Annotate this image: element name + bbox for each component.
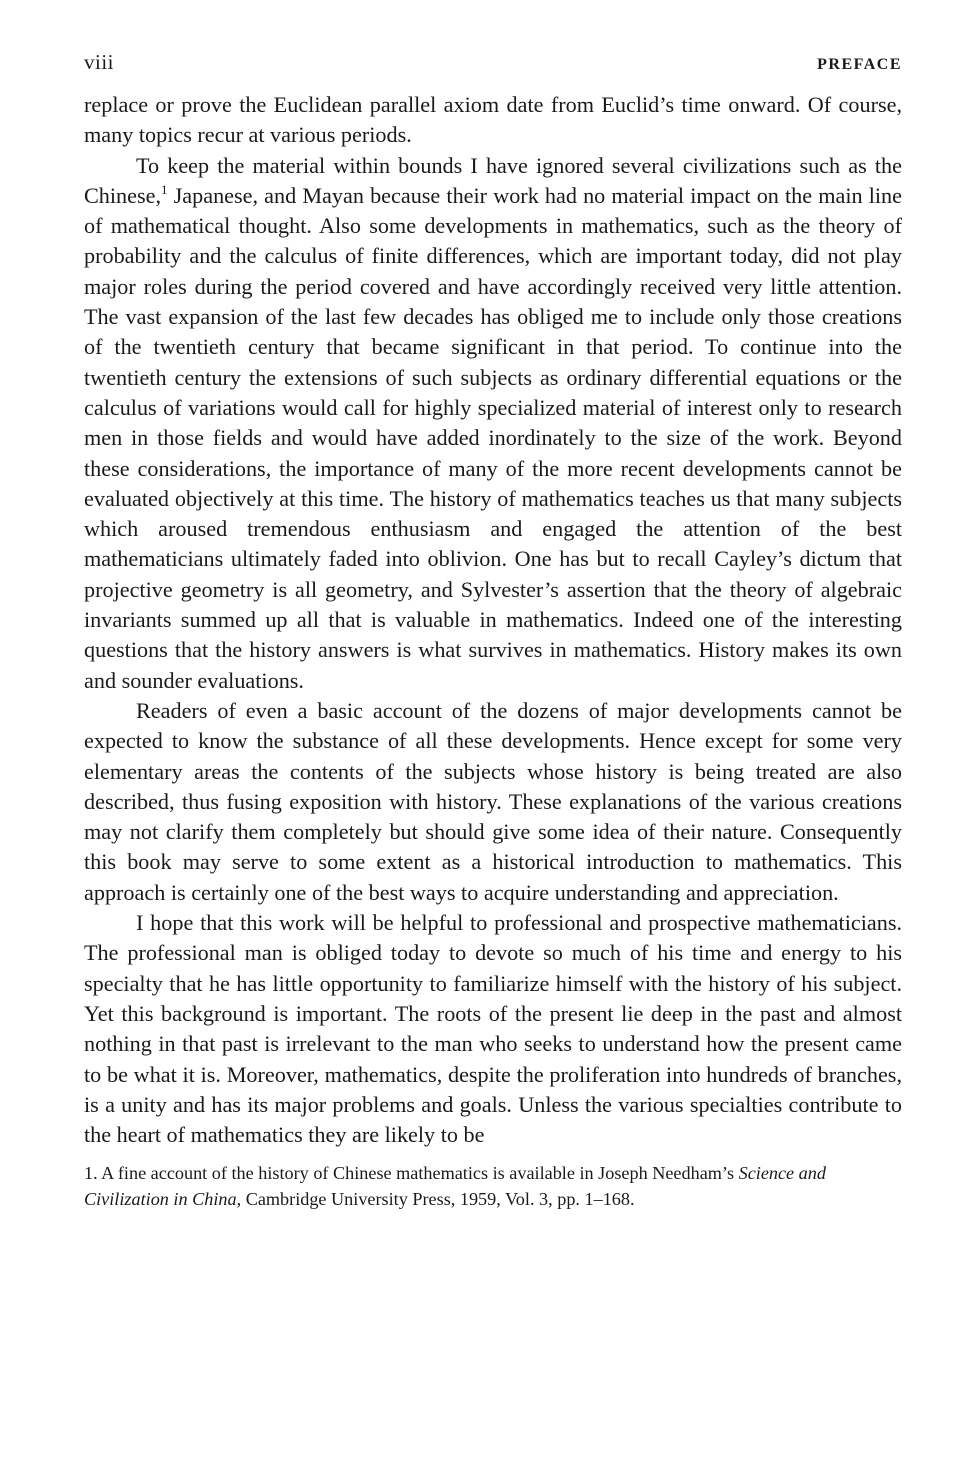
- book-page: [84, 50, 902, 1212]
- paragraph: [84, 696, 902, 908]
- running-head: [84, 50, 902, 90]
- paragraph: [84, 908, 902, 1150]
- footnote-text: 1. A fine account of the history of Chinese mathematics is available in Joseph Needham’s: [84, 1163, 739, 1184]
- body-text: [84, 90, 902, 1150]
- text-run: Japanese, and Mayan because their work had no material impact on the main line of mathematical thought. Also some developments in mathematics, such as the theory of probability and the calculus of finite differences, which are important today, did not play major roles during the period covered and have accordingly received very little attention. The vast expansion of the last few decades has obliged me to include only those creations of the twentieth century that became significant in that period. To continue into the twentieth century the extensions of such subjects as ordinary differential equations or the calculus of variations would call for highly specialized material of interest only to research men in those fields and would have added inordinately to the size of the work. Beyond these considerations, the importance of many of the more recent developments cannot be evaluated objectively at this time. The history of mathematics teaches us that many subjects which aroused tremendous enthusiasm and engaged the attention of the best mathematicians ultimately faded into oblivion. One has but to recall Cayley’s dictum that projective geometry is all geometry, and Sylvester’s assertion that the theory of algebraic invariants summed up all that is valuable in mathematics. Indeed one of the interesting questions that the history answers is what survives in mathematics. History makes its own and sounder evaluations.: [84, 182, 902, 693]
- page-number: viii: [84, 50, 115, 74]
- footnote-reference[interactable]: 1: [161, 181, 168, 197]
- paragraph: [84, 151, 902, 696]
- text-run: Readers of even a basic account of the dozens of major developments cannot be expected to know the substance of all these developments. Hence except for some very elementary areas the contents of the subjects whose history is being treated are also described, thus fusing exposition with history. These explanations of the various creations may not clarify them completely but should give some idea of their nature. Consequently this book may serve to some extent as a historical introduction to mathematics. This approach is certainly one of the best ways to acquire understanding and appreciation.: [84, 697, 902, 905]
- book-title: Science and Civilization in China: [84, 1163, 826, 1210]
- footnote: [84, 1160, 902, 1212]
- text-run: I hope that this work will be helpful to professional and prospective mathematicians. The professional man is obliged today to devote so much of his time and energy to his specialty that he has little opportunity to familiarize himself with the history of his subject. Yet this background is important. The roots of the present lie deep in the past and almost nothing in that past is irrelevant to the man who seeks to understand how the present came to be what it is. Moreover, mathematics, despite the proliferation into hundreds of branches, is a unity and has its major problems and goals. Unless the various specialties contribute to the heart of mathematics they are likely to be: [84, 910, 902, 1148]
- paragraph: [84, 90, 902, 151]
- text-run: replace or prove the Euclidean parallel axiom date from Euclid’s time onward. Of course, many topics recur at various periods.: [84, 92, 902, 148]
- footnote-text: , Cambridge University Press, 1959, Vol. 3, pp. 1–168.: [236, 1189, 635, 1210]
- text-run: To keep the material within bounds I have ignored several civilizations such as the Chinese,: [84, 152, 902, 208]
- section-title: PREFACE: [817, 56, 902, 73]
